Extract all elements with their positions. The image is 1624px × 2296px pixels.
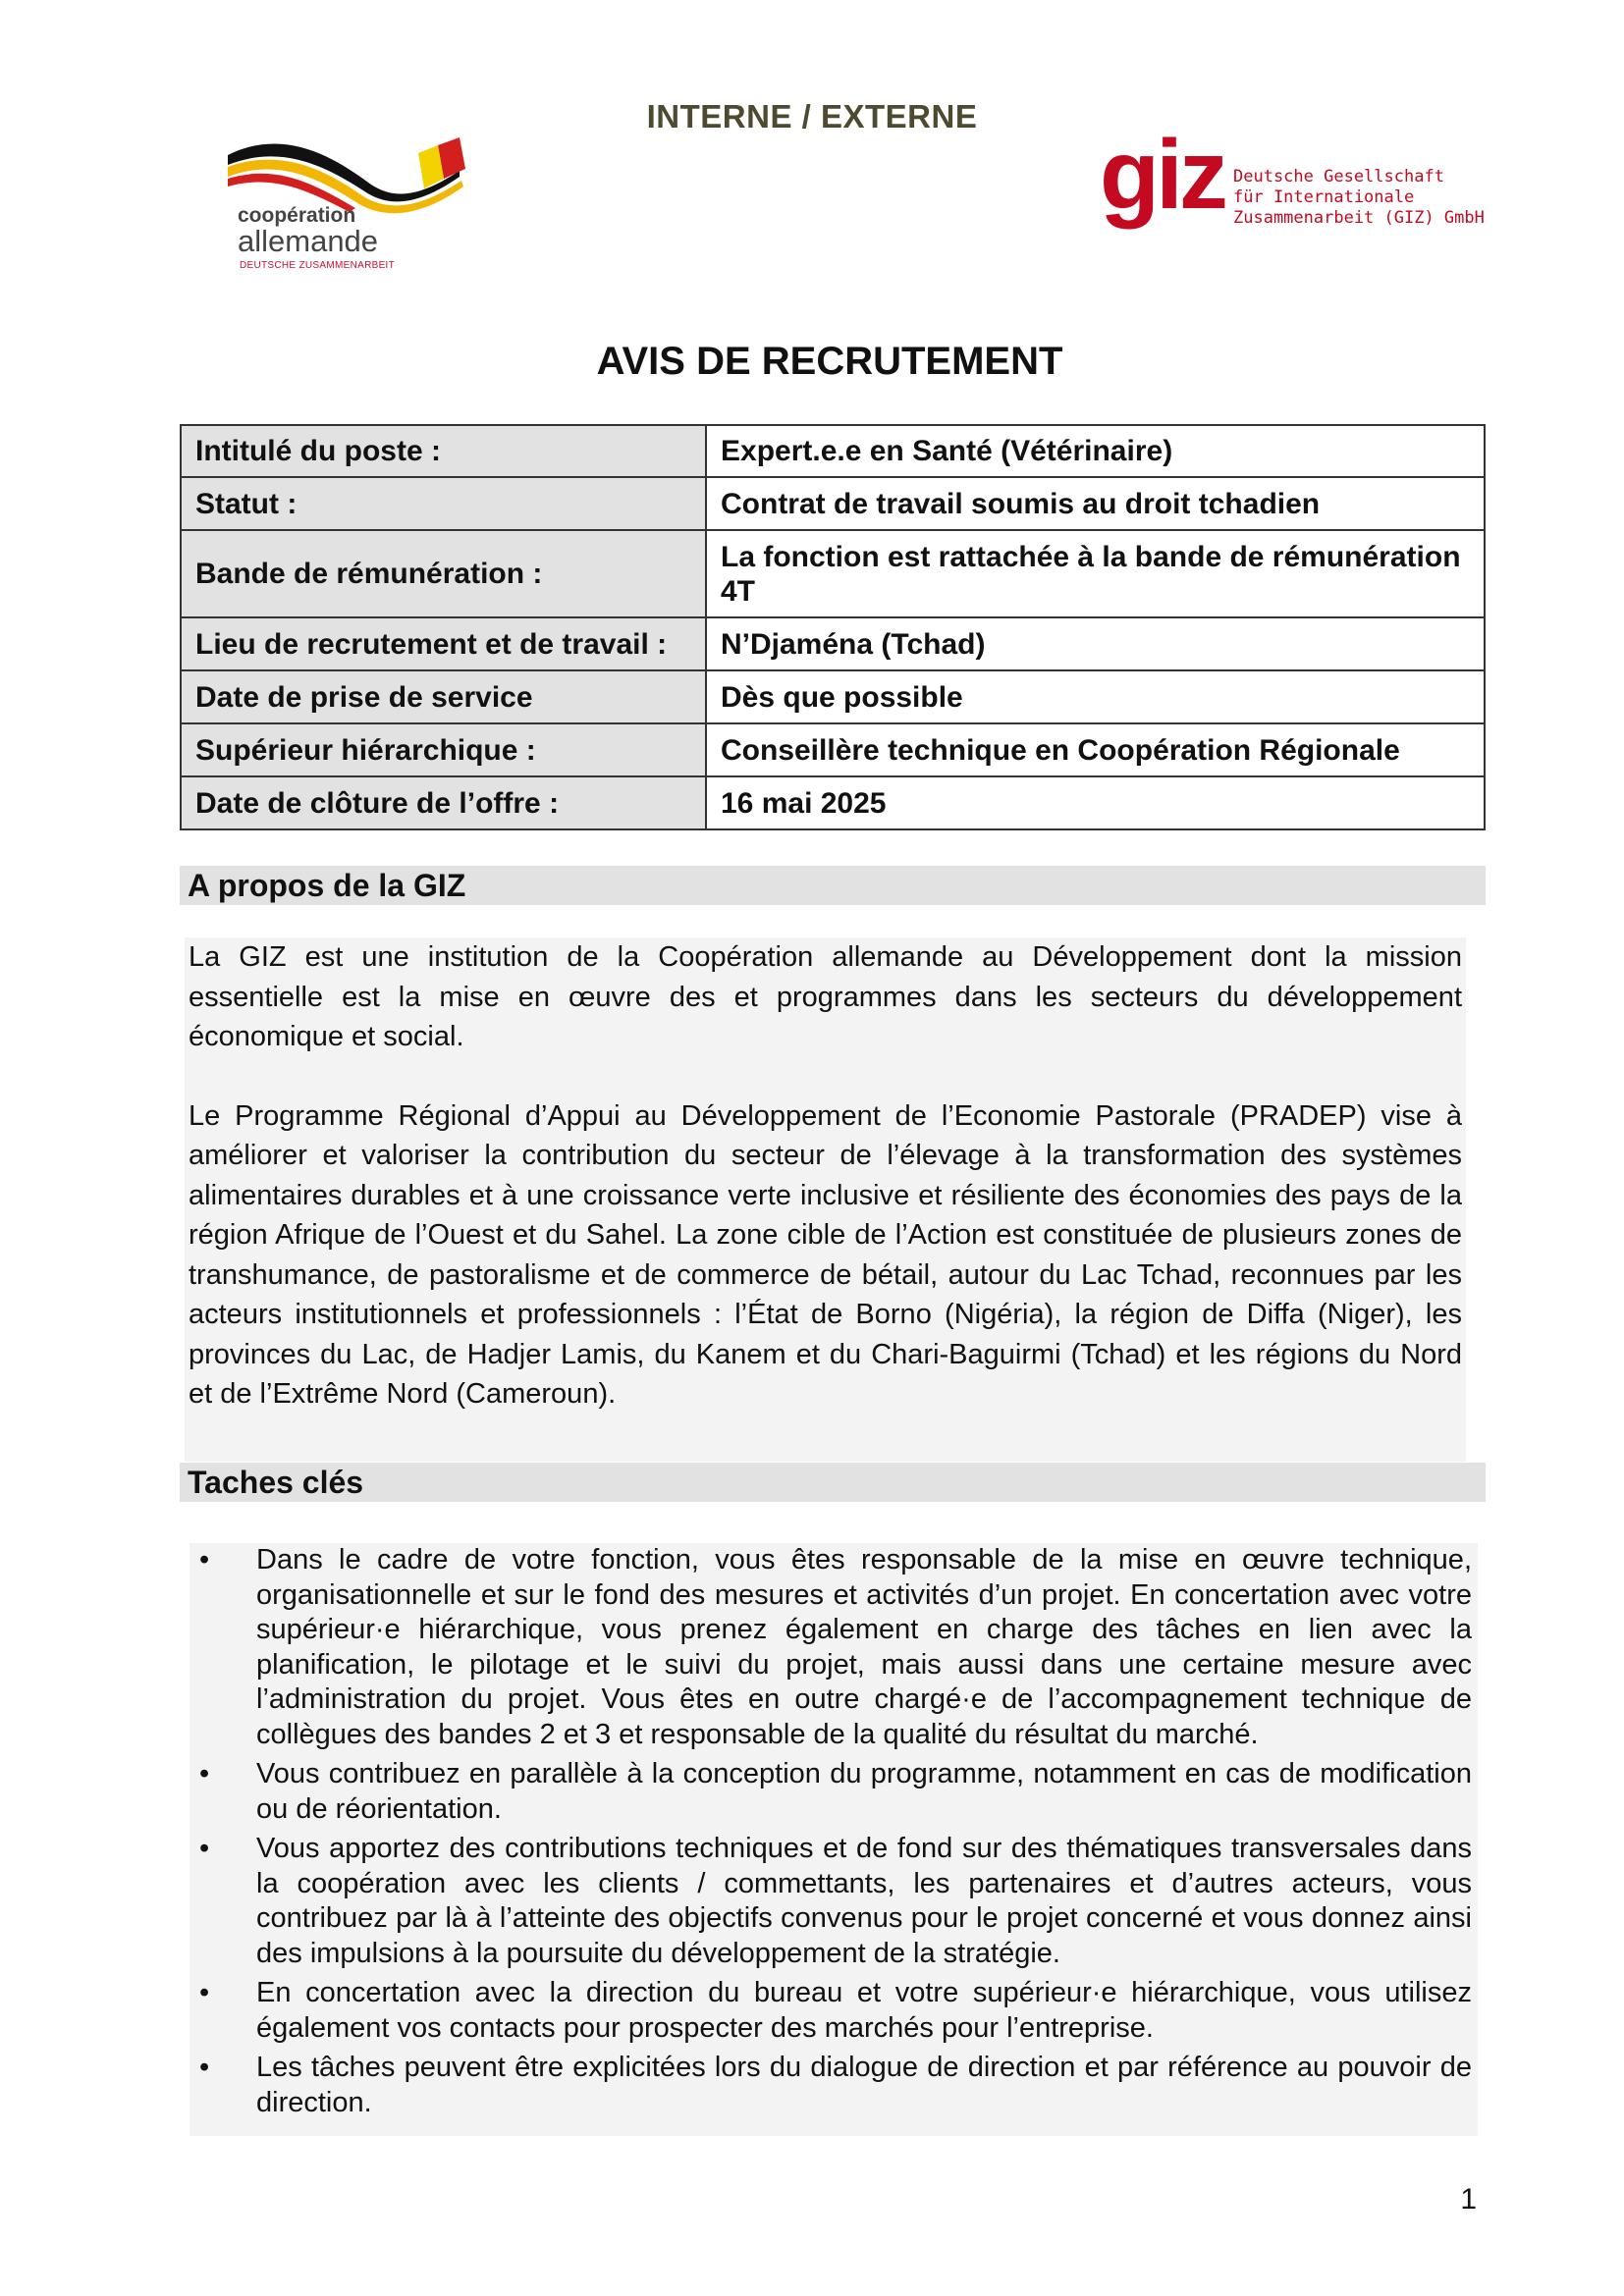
table-label-cell: Date de clôture de l’offre : xyxy=(181,776,706,829)
giz-logo xyxy=(1100,120,1492,255)
about-paragraph: Le Programme Régional d’Appui au Développement de l’Economie Pastorale (PRADEP) vise à améliorer et valoriser la contribution du secteur de l’élevage à la transformation des systèmes alimentaires durables et à une croissance verte inclusive et résiliente des économies des pays de la région Afrique de l’Ouest et du Sahel. La zone cible de l’Action est constituée de plusieurs zones de transhumance, de pastoralisme et de commerce de bétail, autour du Lac Tchad, reconnues par les acteurs institutionnels et professionnels : l’État de Borno (Nigéria), la région de Diffa (Niger), les provinces du Lac, de Hadjer Lamis, du Kanem et du Chari-Baguirmi (Tchad) et les régions du Nord et de l’Extrême Nord (Cameroun). xyxy=(189,1099,1462,1410)
bullet-icon: • xyxy=(199,2052,210,2083)
flag-swoosh-icon xyxy=(224,135,469,214)
cooperation-logo-line1: coopération xyxy=(238,204,356,227)
task-text: Les tâches peuvent être explicitées lors du dialogue de direction et par référence au pouvoir de direction. xyxy=(256,2052,1472,2118)
table-label-cell: Lieu de recrutement et de travail : xyxy=(181,617,706,670)
page-title: AVIS DE RECRUTEMENT xyxy=(596,340,1063,383)
list-item xyxy=(189,1832,1478,1971)
tasks-list xyxy=(189,1543,1478,2120)
table-value-cell: Conseillère technique en Coopération Régionale xyxy=(706,723,1485,776)
task-text: En concertation avec la direction du bureau et votre supérieur·e hiérarchique, vous utilisez également vos contacts pour prospecter des marchés pour l’entreprise. xyxy=(256,1977,1472,2044)
tasks-section-title: Taches clés xyxy=(180,1463,1486,1502)
task-text: Dans le cadre de votre fonction, vous êtes responsable de la mise en œuvre technique, organisationnelle et sur le fond des mesures et activités d’un projet. En concertation avec votre supérieur·e hiérarchique, vous prenez également en charge des tâches en lien avec la planification, le pilotage et le suivi du projet, mais aussi dans une certaine mesure avec l’administration du projet. Vous êtes en outre chargé·e de l’accompagnement technique de collègues des bandes 2 et 3 et responsable de la qualité du résultat du marché. xyxy=(256,1544,1472,1750)
table-value-cell: N’Djaména (Tchad) xyxy=(706,617,1485,670)
task-text: Vous apportez des contributions techniques et de fond sur des thématiques transversales dans la coopération avec les clients / commettants, les partenaires et d’autres acteurs, vous contribuez par là à l’atteinte des objectifs convenus pour le projet concerné et vous donnez ainsi des impulsions à la poursuite du développement de la stratégie. xyxy=(256,1833,1472,1969)
table-value-cell: La fonction est rattachée à la bande de rémunération 4T xyxy=(706,530,1485,617)
table-row xyxy=(181,477,1485,530)
bullet-icon: • xyxy=(199,1544,210,1575)
table-value-cell: Expert.e.e en Santé (Vétérinaire) xyxy=(706,425,1485,477)
about-paragraph: La GIZ est une institution de la Coopération allemande au Développement dont la mission essentielle est la mise en œuvre des et programmes dans les secteurs du développement économique et social. xyxy=(189,941,1462,1052)
table-row xyxy=(181,776,1485,829)
document-header-label: INTERNE / EXTERNE xyxy=(646,98,978,134)
bullet-icon: • xyxy=(199,1833,210,1864)
table-row xyxy=(181,670,1485,723)
task-text: Vous contribuez en parallèle à la conception du programme, notamment en cas de modification ou de réorientation. xyxy=(256,1758,1472,1825)
table-label-cell: Bande de rémunération : xyxy=(181,530,706,617)
table-row xyxy=(181,530,1485,617)
table-value-cell: Contrat de travail soumis au droit tchadien xyxy=(706,477,1485,530)
giz-logo-text-line: Zusammenarbeit (GIZ) GmbH xyxy=(1233,208,1485,228)
cooperation-logo-line2: allemande xyxy=(238,224,379,258)
bullet-icon: • xyxy=(199,1758,210,1789)
list-item xyxy=(189,1976,1478,2046)
about-section-body xyxy=(185,937,1466,1462)
bullet-icon: • xyxy=(199,1977,210,2008)
table-row xyxy=(181,617,1485,670)
giz-logo-text xyxy=(1233,167,1485,229)
job-info-table xyxy=(180,424,1486,830)
giz-logo-text-line: für Internationale xyxy=(1233,187,1415,207)
tasks-list-block xyxy=(189,1543,1478,2136)
about-section-title: A propos de la GIZ xyxy=(180,866,1486,905)
table-row xyxy=(181,723,1485,776)
giz-logo-mark: giz xyxy=(1100,120,1224,230)
list-item xyxy=(189,1757,1478,1827)
table-label-cell: Supérieur hiérarchique : xyxy=(181,723,706,776)
table-label-cell: Statut : xyxy=(181,477,706,530)
table-row xyxy=(181,425,1485,477)
table-value-cell: Dès que possible xyxy=(706,670,1485,723)
cooperation-allemande-logo xyxy=(224,135,469,273)
table-value-cell: 16 mai 2025 xyxy=(706,776,1485,829)
table-label-cell: Date de prise de service xyxy=(181,670,706,723)
cooperation-logo-line3: DEUTSCHE ZUSAMMENARBEIT xyxy=(240,260,396,271)
list-item xyxy=(189,2051,1478,2120)
page-number: 1 xyxy=(1460,2183,1477,2216)
giz-logo-text-line: Deutsche Gesellschaft xyxy=(1233,167,1444,187)
list-item xyxy=(189,1543,1478,1752)
table-label-cell: Intitulé du poste : xyxy=(181,425,706,477)
